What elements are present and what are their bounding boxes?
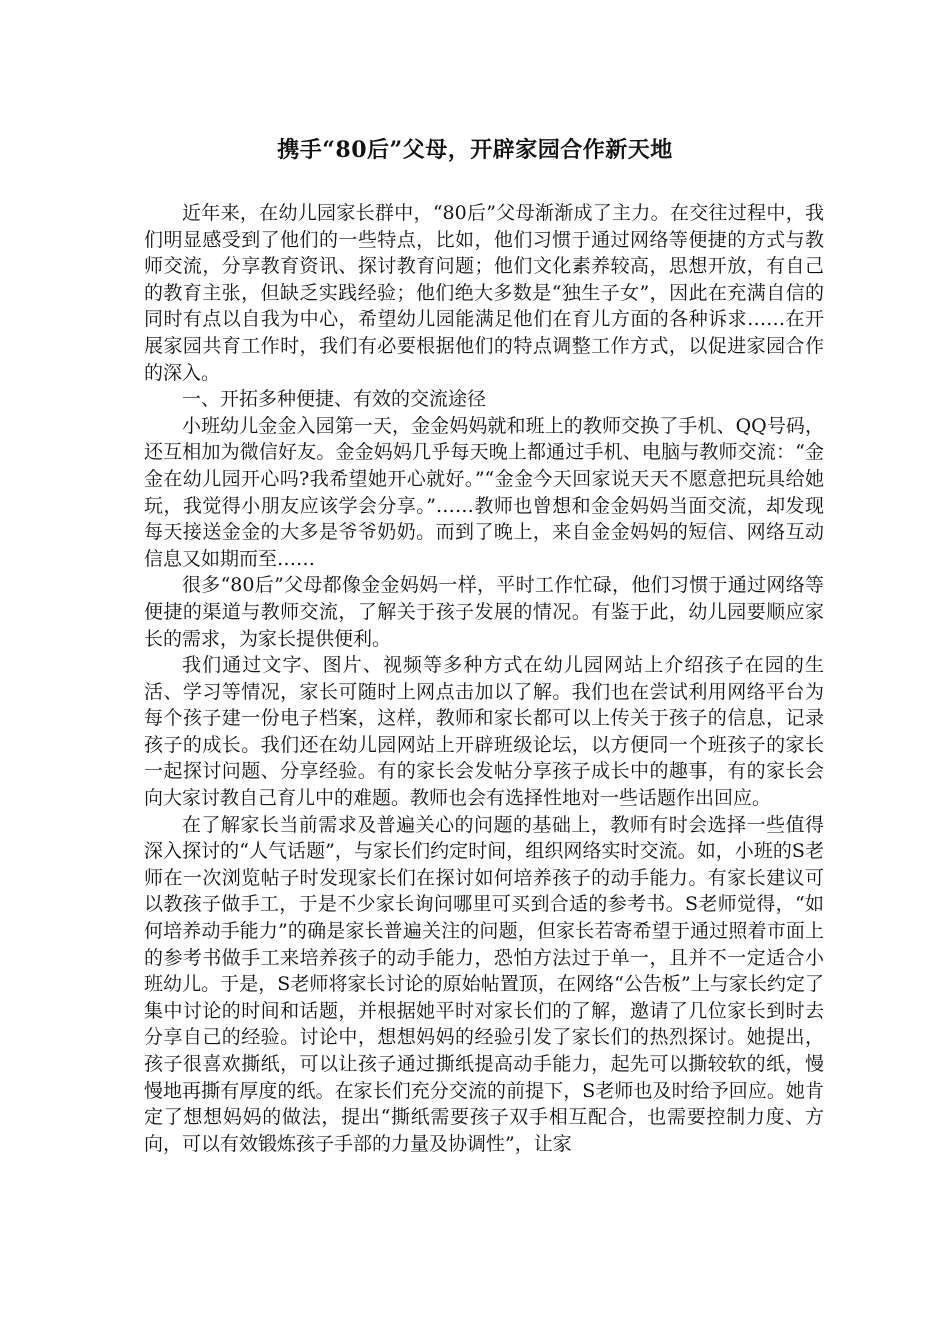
paragraph-website-methods: 我们通过文字、图片、视频等多种方式在幼儿园网站上介绍孩子在园的生活、学习等情况，家长可随时上网点击加以了解。我们也在尝试利用网络平台为每个孩子建一份电子档案，这样，教师和家长都可以上传关于孩子的信息，记录孩子的成长。我们还在幼儿园网站上开辟班级论坛，以方便同一个班孩子的家长一起探讨问题、分享经验。有的家长会发帖分享孩子成长中的趣事，有的家长会向大家讨教自己育儿中的难题。教师也会有选择性地对一些话题作出回应。 — [144, 654, 824, 810]
paragraph-parents-habits: 很多“80后”父母都像金金妈妈一样，平时工作忙碌，他们习惯于通过网络等便捷的渠道与教师交流，了解关于孩子发展的情况。有鉴于此，幼儿园要顺应家长的需求，为家长提供便利。 — [144, 574, 824, 650]
document-title: 携手“80后”父母，开辟家园合作新天地 — [277, 137, 673, 163]
document-body — [144, 200, 824, 1157]
paragraph-intro: 近年来，在幼儿园家长群中，“80后”父母渐渐成了主力。在交往过程中，我们明显感受到了他们的一些特点，比如，他们习惯于通过网络等便捷的方式与教师交流，分享教育资讯、探讨教育问题；他们文化素养较高，思想开放，有自己的教育主张，但缺乏实践经验；他们绝大多数是“独生子女”，因此在充满自信的同时有点以自我为中心，希望幼儿园能满足他们在育儿方面的各种诉求……在开展家园共育工作时，我们有必要根据他们的特点调整工作方式，以促进家园合作的深入。 — [144, 202, 824, 384]
section-heading-1: 一、开拓多种便捷、有效的交流途径 — [182, 388, 487, 411]
paragraph-online-discussion: 在了解家长当前需求及普遍关心的问题的基础上，教师有时会选择一些值得深入探讨的“人气话题”，与家长们约定时间，组织网络实时交流。如，小班的S老师在一次浏览帖子时发现家长们在探讨如何培养孩子的动手能力。有家长建议可以教孩子做手工，于是不少家长询问哪里可买到合适的参考书。S老师觉得，“如何培养动手能力”的确是家长普遍关注的问题，但家长若寄希望于通过照着市面上的参考书做手工来培养孩子的动手能力，恐怕方法过于单一，且并不一定适合小班幼儿。于是，S老师将家长讨论的原始帖置顶，在网络“公告板”上与家长约定了集中讨论的时间和话题，并根据她平时对家长们的了解，邀请了几位家长到时去分享自己的经验。讨论中，想想妈妈的经验引发了家长们的热烈探讨。她提出，孩子很喜欢撕纸，可以让孩子通过撕纸提高动手能力，起先可以撕较软的纸，慢慢地再撕有厚度的纸。在家长们充分交流的前提下，S老师也及时给予回应。她肯定了想想妈妈的做法，提出“撕纸需要孩子双手相互配合，也需要控制力度、方向，可以有效锻炼孩子手部的力量及协调性”，让家 — [144, 813, 824, 1155]
paragraph-jinjin-story: 小班幼儿金金入园第一天，金金妈妈就和班上的教师交换了手机、QQ号码，还互相加为微信好友。金金妈妈几乎每天晚上都通过手机、电脑与教师交流：“金金在幼儿园开心吗?我希望她开心就好。”“金金今天回家说天天不愿意把玩具给她玩，我觉得小朋友应该学会分享。”……教师也曾想和金金妈妈当面交流，却发现每天接送金金的大多是爷爷奶奶。而到了晚上，来自金金妈妈的短信、网络互动信息又如期而至…… — [144, 414, 824, 570]
